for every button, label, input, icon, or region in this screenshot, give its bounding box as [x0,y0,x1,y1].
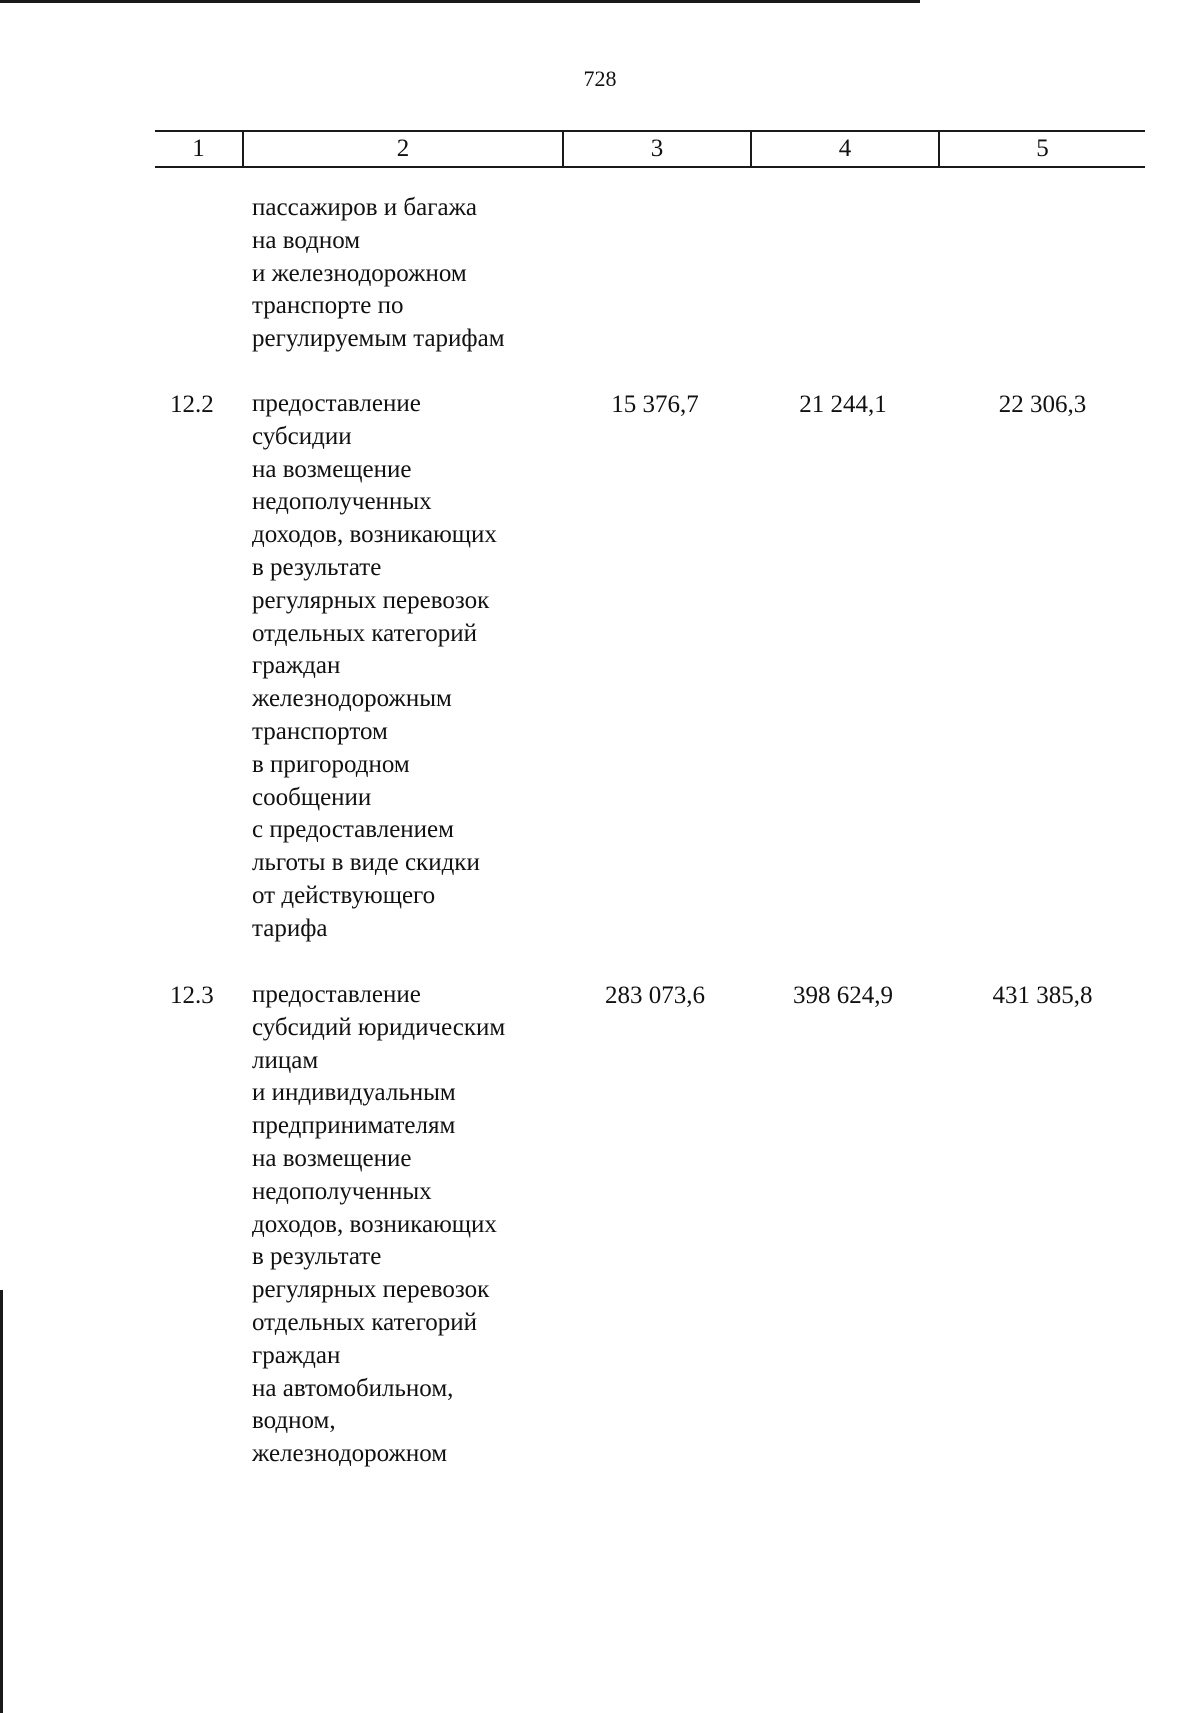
description-line: на возмещение [252,455,412,483]
description-line: отдельных категорий [252,619,478,647]
header-cell-2: 2 [396,135,410,162]
description-line: граждан [252,652,341,680]
description-line: на возмещение [252,1144,412,1172]
description-line: в пригородном [252,750,410,778]
description-line: субсидий юридическим [252,1013,506,1041]
description-line: на автомобильном, [252,1374,454,1402]
description-line: и железнодорожном [252,259,467,287]
description-line: доходов, возникающих [252,1210,497,1238]
row-description [252,192,582,356]
value-col4: 21 244,1 [799,391,887,418]
description-line: и индивидуальным [252,1079,456,1107]
description-line: недополученных [252,488,432,516]
page-number: 728 [583,66,617,91]
scan-edge-top [0,0,920,3]
value-col4: 398 624,9 [793,982,893,1009]
description-line: отдельных категорий [252,1308,478,1336]
value-col5: 431 385,8 [992,982,1093,1009]
header-cell-5: 5 [1036,135,1049,162]
description-line: пассажиров и багажа [252,194,477,221]
description-line: субсидии [252,422,352,450]
description-line: в результате [252,553,382,581]
description-line: регулируемым тарифам [252,325,505,353]
description-line: на водном [252,226,361,254]
description-line: доходов, возникающих [252,521,497,549]
description-line: граждан [252,1341,341,1369]
description-line: лицам [252,1046,319,1074]
description-line: транспортом [252,717,388,745]
scan-edge-left [0,1290,3,1713]
row-number: 12.2 [170,391,214,418]
row-description [252,388,582,946]
description-line: сообщении [252,783,372,811]
row-description [252,979,582,1471]
description-line: в результате [252,1243,382,1271]
description-line: транспорте по [252,292,404,320]
description-line: железнодорожным [252,685,452,713]
description-line: железнодорожном [252,1440,448,1468]
description-line: с предоставлением [252,816,454,844]
description-line: от действующего [252,881,436,909]
header-cell-3: 3 [650,135,664,162]
description-line: предпринимателям [252,1112,456,1140]
row-number: 12.3 [170,982,214,1009]
description-line: тарифа [252,914,328,942]
description-line: предоставление [252,981,421,1008]
description-line: регулярных перевозок [252,1276,490,1304]
description-line: льготы в виде скидки [252,849,480,877]
header-cell-1: 1 [192,135,205,162]
description-line: водном, [252,1407,336,1435]
description-line: недополученных [252,1177,432,1205]
value-col3: 15 376,7 [611,391,699,418]
table-header [155,130,1145,168]
value-col3: 283 073,6 [605,982,705,1009]
value-col5: 22 306,3 [998,391,1087,418]
description-line: регулярных перевозок [252,586,490,614]
header-cell-4: 4 [838,135,852,162]
description-line: предоставление [252,390,421,417]
